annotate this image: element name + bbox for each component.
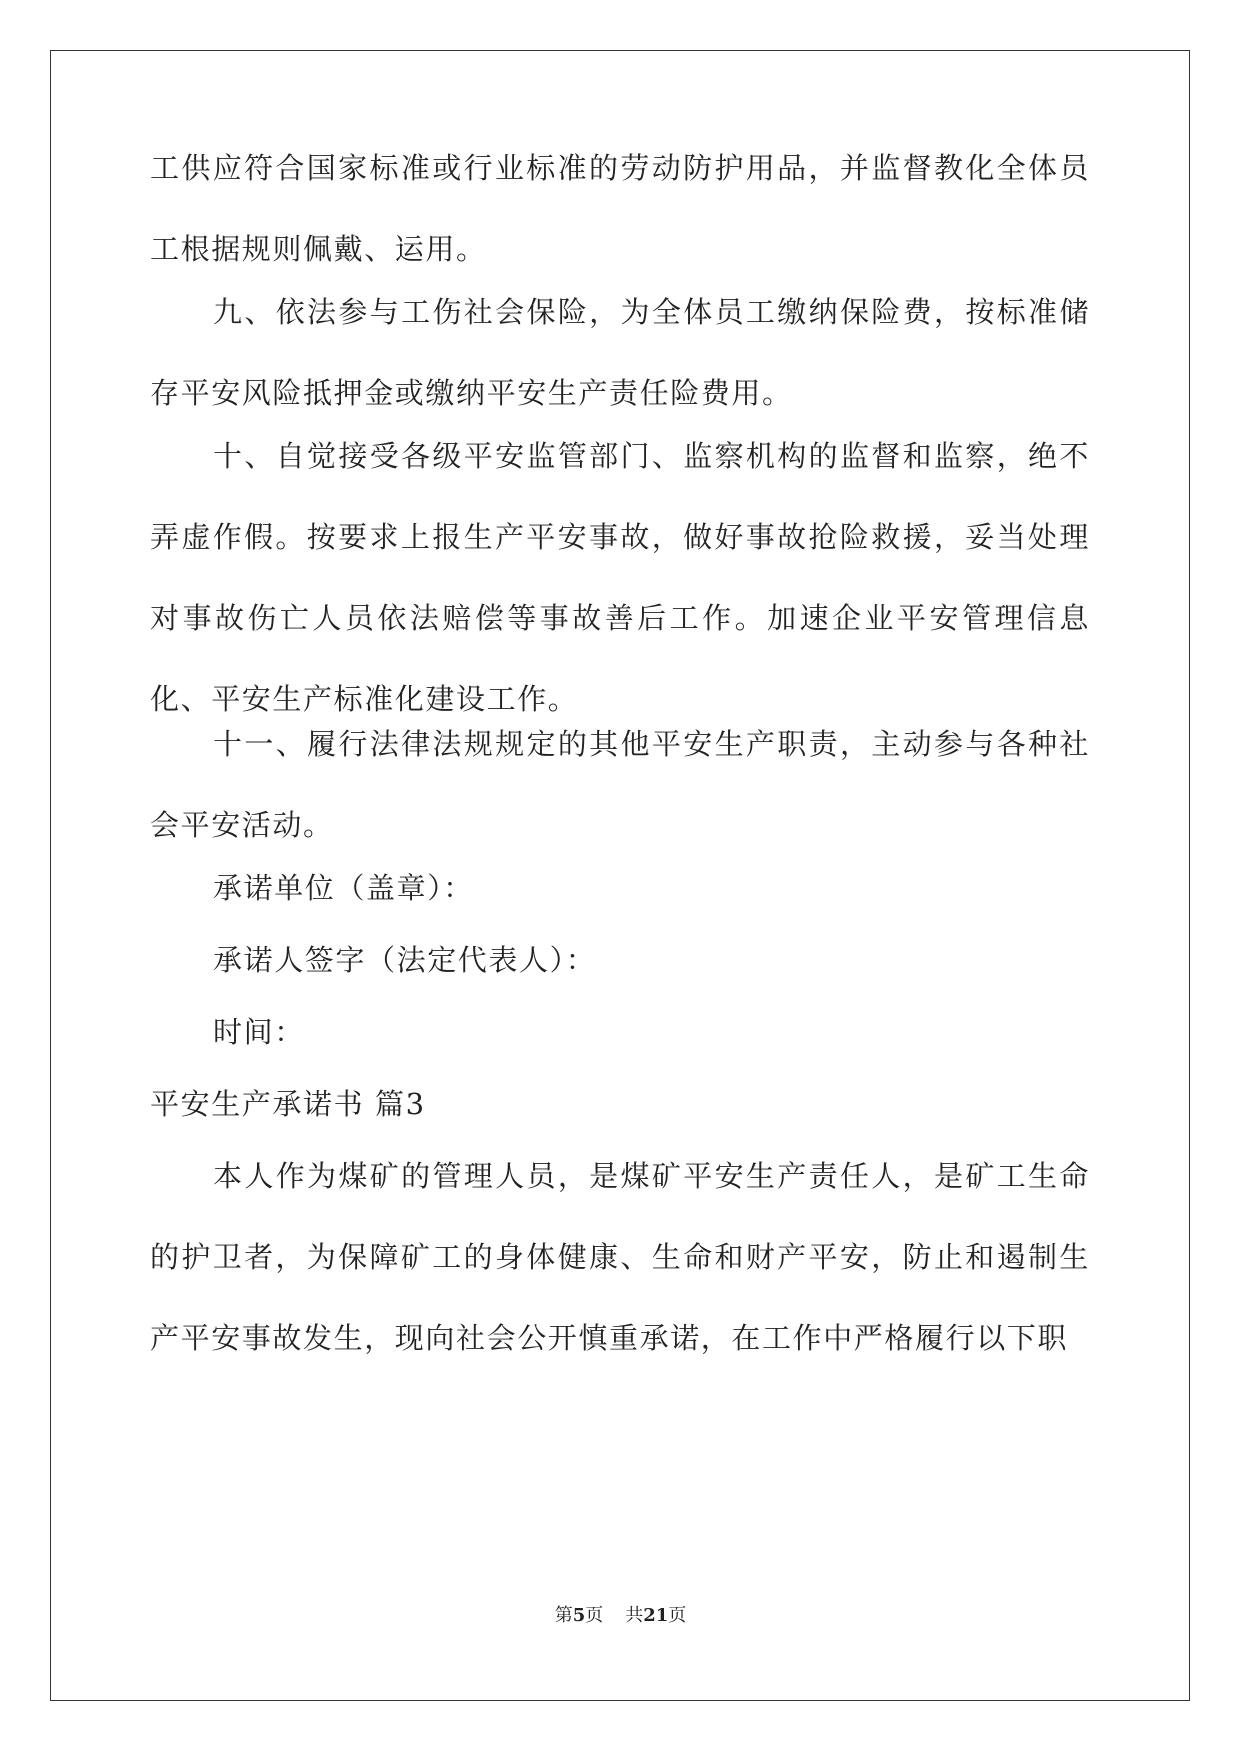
section-heading: 平安生产承诺书 篇3 [150,1087,426,1121]
total-prefix: 共 [625,1605,644,1626]
page-number: 5 [572,1605,586,1626]
paragraph-intro: 本人作为煤矿的管理人员，是煤矿平安生产责任人，是矿工生命的护卫者，为保障矿工的身体健康、生命和财产平安，防止和遏制生产平安事故发生，现向社会公开慎重承诺，在工作中严格履行以下职 [150,1159,1090,1355]
signature-date-line: 时间： [213,1015,305,1049]
page-suffix: 页 [585,1605,604,1626]
total-pages: 21 [643,1605,669,1626]
page-prefix: 第 [554,1605,573,1626]
paragraph-item-11: 十一、履行法律法规规定的其他平安生产职责，主动参与各种社会平安活动。 [150,727,1090,842]
total-suffix: 页 [668,1605,687,1626]
page-footer [0,1601,1241,1627]
signature-person-line: 承诺人签字（法定代表人）： [213,943,597,977]
paragraph-continuation: 工供应符合国家标准或行业标准的劳动防护用品，并监督教化全体员工根据规则佩戴、运用。 [150,151,1090,266]
paragraph-item-9: 九、依法参与工伤社会保险，为全体员工缴纳保险费，按标准储存平安风险抵押金或缴纳平安生产责任险费用。 [150,295,1090,410]
paragraph-item-10: 十、自觉接受各级平安监管部门、监察机构的监督和监察，绝不弄虚作假。按要求上报生产平安事故，做好事故抢险救援，妥当处理对事故伤亡人员依法赔偿等事故善后工作。加速企业平安管理信息化、平安生产标准化建设工作。 [150,439,1090,716]
signature-unit-line: 承诺单位（盖章）： [213,871,474,905]
